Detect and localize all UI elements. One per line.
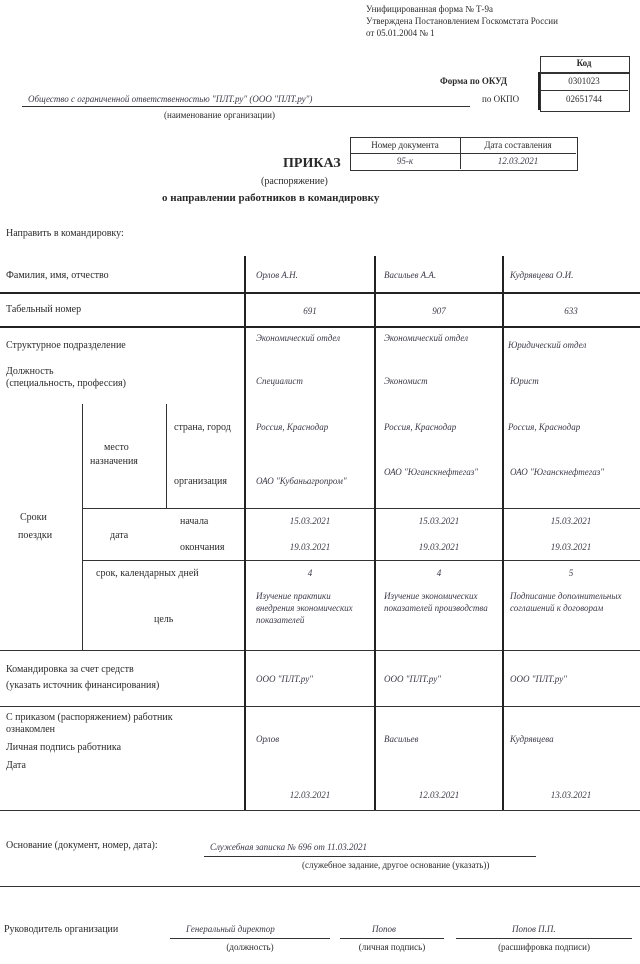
- dates-label: дата: [110, 530, 129, 541]
- employee-dept: Юридический отдел: [508, 340, 587, 350]
- grid-line-fio-bottom: [0, 292, 640, 294]
- end-label: окончания: [180, 542, 225, 553]
- okud-value: 0301023: [568, 76, 600, 86]
- caption-name: (расшифровка подписи): [498, 942, 590, 952]
- grid-col-1: [244, 256, 246, 810]
- org-label: организация: [174, 476, 227, 487]
- intro-text: Направить в командировку:: [6, 228, 124, 239]
- employee-funding: ООО "ПЛТ.ру": [256, 674, 313, 684]
- employee-org: ОАО "Кубаньагропром": [256, 476, 347, 486]
- employee-purpose: Подписание дополнительных соглашений к договорам: [510, 591, 622, 613]
- approval-line-3: от 05.01.2004 № 1: [366, 28, 435, 38]
- name-underline: [456, 938, 632, 939]
- grid-col-trip: [82, 404, 83, 650]
- doc-table-divider: [350, 153, 576, 154]
- employee-start-date: 15.03.2021: [289, 516, 331, 526]
- employee-country: Россия, Краснодар: [384, 422, 457, 432]
- employee-tab-number: 633: [564, 306, 578, 316]
- fio-label: Фамилия, имя, отчество: [6, 270, 109, 281]
- doc-subtitle: (распоряжение): [261, 176, 328, 187]
- funding-label-2: (указать источник финансирования): [6, 680, 160, 691]
- employee-country: Россия, Краснодар: [256, 422, 329, 432]
- employee-end-date: 19.03.2021: [289, 542, 331, 552]
- employee-funding: ООО "ПЛТ.ру": [510, 674, 567, 684]
- employee-familiar-date: 13.03.2021: [550, 790, 592, 800]
- grid-line-familiar-bottom: [0, 810, 640, 811]
- employee-fio: Орлов А.Н.: [256, 270, 298, 280]
- familiar-label-2: ознакомлен: [6, 724, 56, 735]
- doc-about: о направлении работников в командировку: [162, 192, 380, 204]
- footer-separator: [0, 886, 640, 887]
- approval-line-1: Унифицированная форма № Т-9а: [366, 4, 494, 14]
- employee-familiar-date: 12.03.2021: [289, 790, 331, 800]
- head-label: Руководитель организации: [4, 924, 119, 935]
- employee-fio: Кудрявцева О.И.: [510, 270, 574, 280]
- grid-col-3: [502, 256, 504, 810]
- grid-line-place-bottom: [82, 508, 640, 509]
- place-label: место: [104, 442, 129, 453]
- days-label: срок, календарных дней: [96, 568, 199, 579]
- employee-position: Юрист: [510, 376, 539, 386]
- familiar-label: С приказом (распоряжением) работник: [6, 712, 173, 723]
- head-position: Генеральный директор: [186, 924, 275, 934]
- grid-line-funding-bottom: [0, 706, 640, 707]
- employee-funding: ООО "ПЛТ.ру": [384, 674, 441, 684]
- grid-line-trip-bottom: [0, 650, 640, 651]
- code-label: Код: [576, 58, 592, 68]
- employee-tab-number: 691: [303, 306, 317, 316]
- doc-number-value: 95-к: [396, 156, 414, 166]
- tab-label: Табельный номер: [6, 304, 82, 315]
- doc-date-value: 12.03.2021: [497, 156, 539, 166]
- employee-org: ОАО "Юганскнефтегаз": [384, 467, 479, 477]
- date-row-label: Дата: [6, 760, 26, 771]
- okpo-value: 02651744: [566, 94, 602, 104]
- okpo-label: по ОКПО: [482, 94, 520, 104]
- employee-end-date: 19.03.2021: [550, 542, 592, 552]
- employee-org: ОАО "Юганскнефтегаз": [510, 467, 605, 477]
- country-label: страна, город: [174, 422, 231, 433]
- place-label-2: назначения: [90, 456, 138, 467]
- basis-value: Служебная записка № 696 от 11.03.2021: [210, 842, 367, 852]
- employee-tab-number: 907: [432, 306, 446, 316]
- employee-fio: Васильев А.А.: [384, 270, 437, 280]
- employee-position: Специалист: [256, 376, 303, 386]
- position-underline: [170, 938, 330, 939]
- employee-days: 5: [568, 568, 574, 578]
- approval-line-2: Утверждена Постановлением Госкомстата России: [366, 16, 558, 26]
- head-signature: Попов: [372, 924, 396, 934]
- position-label-2: (специальность, профессия): [6, 378, 126, 389]
- employee-country: Россия, Краснодар: [508, 422, 581, 432]
- purpose-label: цель: [154, 614, 174, 625]
- employee-familiar-date: 12.03.2021: [418, 790, 460, 800]
- employee-familiar-sign: Васильев: [384, 734, 419, 744]
- grid-line-tab-bottom: [0, 326, 640, 328]
- basis-label: Основание (документ, номер, дата):: [6, 840, 158, 851]
- employee-position: Экономист: [384, 376, 428, 386]
- employee-dept: Экономический отдел: [256, 333, 341, 343]
- grid-col-place: [166, 404, 167, 508]
- employee-start-date: 15.03.2021: [550, 516, 592, 526]
- employee-start-date: 15.03.2021: [418, 516, 460, 526]
- employee-purpose: Изучение практики внедрения экономических показателей: [256, 591, 353, 625]
- employee-familiar-sign: Орлов: [256, 734, 280, 744]
- employee-familiar-sign: Кудрявцева: [510, 734, 554, 744]
- doc-title: ПРИКАЗ: [283, 156, 341, 171]
- okud-label: Форма по ОКУД: [440, 76, 508, 86]
- grid-line-dates-bottom: [82, 560, 640, 561]
- sign-label: Личная подпись работника: [6, 742, 122, 753]
- position-label: Должность: [6, 366, 54, 377]
- basis-caption: (служебное задание, другое основание (указать)): [302, 860, 490, 870]
- dept-label: Структурное подразделение: [6, 340, 126, 351]
- employee-purpose: Изучение экономических показателей производства: [384, 591, 488, 613]
- head-name: Попов П.П.: [512, 924, 556, 934]
- doc-number-label: Номер документа: [371, 140, 439, 150]
- org-name: Общество с ограниченной ответственностью "ПЛТ.ру" (ООО "ПЛТ.ру"): [28, 94, 313, 104]
- signature-underline: [340, 938, 444, 939]
- basis-underline: [204, 856, 536, 857]
- code-box-divider: [540, 90, 628, 91]
- trip-label-2: поездки: [18, 530, 53, 541]
- grid-col-2: [374, 256, 376, 810]
- caption-position: (должность): [226, 942, 274, 952]
- employee-days: 4: [436, 568, 442, 578]
- doc-date-label: Дата составления: [484, 140, 552, 150]
- trip-label: Сроки: [20, 512, 47, 523]
- employee-end-date: 19.03.2021: [418, 542, 460, 552]
- employee-days: 4: [307, 568, 313, 578]
- caption-signature: (личная подпись): [358, 942, 426, 952]
- org-name-underline: [22, 106, 470, 107]
- start-label: начала: [180, 516, 209, 527]
- org-caption: (наименование организации): [164, 110, 275, 120]
- employee-dept: Экономический отдел: [384, 333, 469, 343]
- funding-label: Командировка за счет средств: [6, 664, 134, 675]
